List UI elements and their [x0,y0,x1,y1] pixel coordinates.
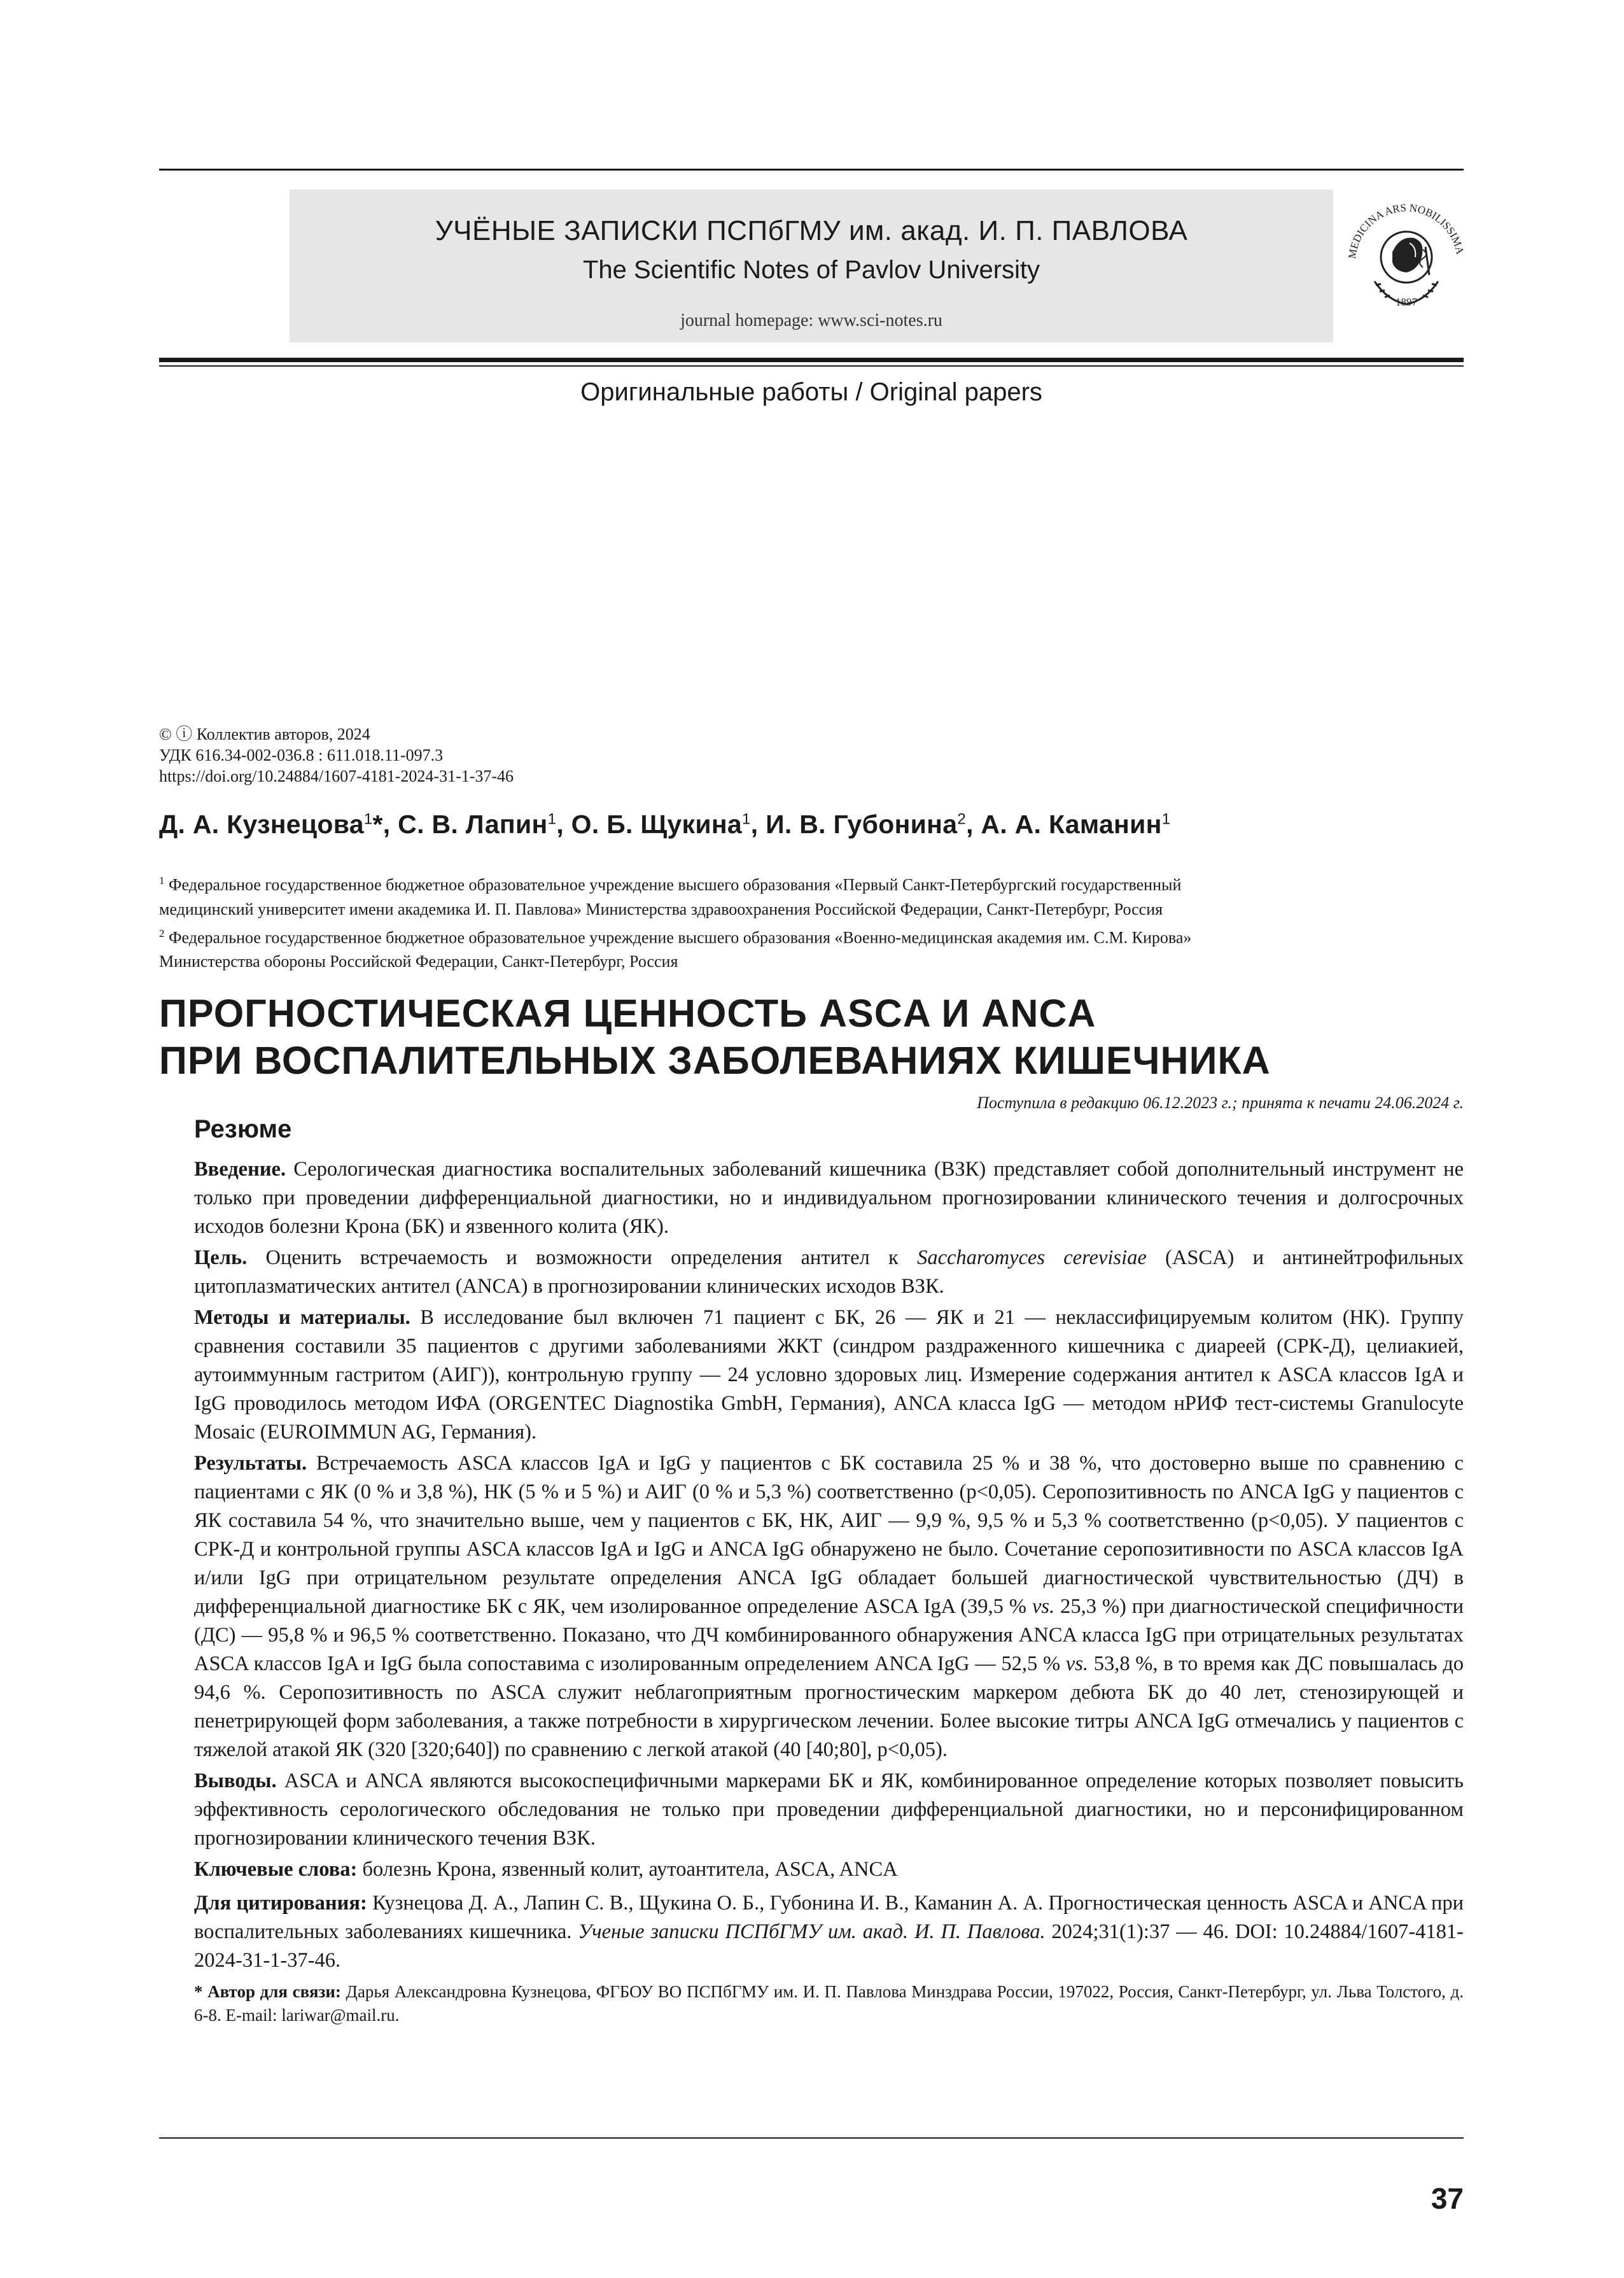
affiliations [159,869,1464,974]
affiliation-1-cont: медицинский университет имени академика И. П. Павлова» Министерства здравоохранения Российской Федерации, Санкт-Петербург, Россия [159,899,1163,918]
journal-emblem-logo [1336,186,1476,326]
abstract-results: Результаты. Встречаемость ASCA классов IgA и IgG у пациентов с БК составила 25 % и 38 %, что достоверно выше по сравнению с пациентами с ЯК (0 % и 3,8 %), НК (5 % и 5 %) и АИГ (0 % и 5,3 %) соответственно (p<0,05). Серопозитивность по ANCA IgG у пациентов с ЯК составила 54 %, что значительно выше, чем у пациентов с БК, НК, АИГ — 9,9 %, 9,5 % и 5,3 % соответственно (p<0,05). У пациентов с СРК-Д и контрольной группы ASCA классов IgA и IgG и ANCA IgG обнаружено не было. Сочетание серопозитивности по ASCA классов IgA и/или IgG при отрицательном результате определения ANCA IgG обладает большей диагностической чувствительностью (ДЧ) в дифференциальной диагностике БК с ЯК, чем изолированное определение ASCA IgA (39,5 % vs. 25,3 %) при диагностической специфичности (ДС) — 95,8 % и 96,5 % соответственно. Показано, что ДЧ комбинированного обнаружения ANCA класса IgG при отрицательных результатах ASCA классов IgA и IgG была сопоставима с изолированным определением ANCA IgG — 52,5 % vs. 53,8 %, в то время как ДС повышалась до 94,6 %. Серопозитивность по ASCA служит неблагоприятным прогностическим маркером дебюта БК до 40 лет, стенозирующей и пенетрирующей форм заболевания, а также потребности в хирургическом лечении. Более высокие титры ANCA IgG отмечались у пациентов с тяжелой атакой ЯК (320 [320;640]) по сравнению с легкой атакой (40 [40;80], p<0,05). [194,1452,1464,1761]
abstract-intro: Введение. Серологическая диагностика воспалительных заболеваний кишечника (ВЗК) представляет собой дополнительный инструмент не только при проведении дифференциальной диагностики, но и индивидуальном прогнозировании клинического течения и долгосрочных исходов болезни Крона (БК) и язвенного колита (ЯК). [194,1158,1464,1238]
footer-rule [159,2137,1464,2139]
copyright-line: © ⓘ Коллектив авторов, 2024 [159,725,370,743]
article-title-line-1: ПРОГНОСТИЧЕСКАЯ ЦЕННОСТЬ ASCA И ANCA [159,992,1096,1035]
udk-line: УДК 616.34-002-036.8 : 611.018.11-097.3 [159,746,444,764]
citation: Для цитирования: Кузнецова Д. А., Лапин С. В., Щукина О. Б., Губонина И. В., Каманин А. А. Прогностическая ценность ASCA и ANCA при воспалительных заболеваниях кишечника. Ученые записки ПСПбГМУ им. акад. И. П. Павлова. 2024;31(1):37 — 46. DOI: 10.24884/1607-4181-2024-31-1-37-46. [194,1892,1464,1972]
page-number: 37 [1431,2182,1464,2215]
author-name: С. В. Лапин [398,810,548,839]
correspondence: * Автор для связи: Дарья Александровна Кузнецова, ФГБОУ ВО ПСПбГМУ им. И. П. Павлова Минздрава России, 197022, Россия, Санкт-Петербург, ул. Льва Толстого, д. 6-8. E-mail: lariwar@mail.ru. [194,1982,1464,2025]
journal-homepage: journal homepage: www.sci-notes.ru [680,311,942,330]
affiliation-2: $^2$ Федеральное государственное бюджетное образовательное учреждение высшего образования «Военно-медицинская академия им. С.М. Кирова» [159,927,1192,947]
journal-title-en: The Scientific Notes of Pavlov University [582,256,1040,284]
author-affil-sup: 1 [547,810,557,828]
received-dates: Поступила в редакцию 06.12.2023 г.; принята к печати 24.06.2024 г. [977,1093,1464,1112]
author-list: Д. А. Кузнецова$^1$*, С. В. Лапин$^1$, О. Б. Щукина$^1$, И. В. Губонина$^2$, А. А. Каманин$^1$ [159,810,1171,839]
corresponding-mark: * [372,810,383,839]
author-affil-sup: 1 [1161,810,1171,828]
affiliation-2-cont: Министерства обороны Российской Федерации, Санкт-Петербург, Россия [159,952,678,971]
doi-link[interactable]: https://doi.org/10.24884/1607-4181-2024-31-1-37-46 [159,767,514,785]
top-rule [159,169,1464,171]
header-rule-thick [159,358,1464,362]
abstract-methods: Методы и материалы. В исследование был включен 71 пациент с БК, 26 — ЯК и 21 — неклассифицируемым колитом (НК). Группу сравнения составили 35 пациентов с другими заболеваниями ЖКТ (синдром раздраженного кишечника с диареей (СРК-Д), целиакией, аутоиммунным гастритом (АИГ)), контрольную группу — 24 условно здоровых лиц. Измерение содержания антител к ASCA классов IgA и IgG проводилось методом ИФА (ORGENTEC Diagnostika GmbH, Германия), ANCA класса IgG — методом нРИФ тест-системы Granulocyte Mosaic (EUROIMMUN AG, Германия). [194,1306,1464,1444]
article-title-line-2: ПРИ ВОСПАЛИТЕЛЬНЫХ ЗАБОЛЕВАНИЯХ КИШЕЧНИКА [159,1039,1271,1082]
author-affil-sup: 1 [742,810,751,828]
emblem-year: 1897 [1396,296,1417,308]
section-label: Оригинальные работы / Original papers [580,378,1042,406]
svg-text:MEDICINA ARS NOBILISSIMA: MEDICINA ARS NOBILISSIMA [1345,201,1467,260]
author-affil-sup: 2 [957,810,966,828]
header-rule-thin [159,365,1464,367]
affiliation-1: $^1$ Федеральное государственное бюджетное образовательное учреждение высшего образования «Первый Санкт-Петербургский государственный [159,875,1182,894]
journal-title-ru: УЧЁНЫЕ ЗАПИСКИ ПСПбГМУ им. акад. И. П. ПАВЛОВА [435,215,1188,246]
author-name: О. Б. Щукина [571,810,743,839]
author-name: Д. А. Кузнецова [159,810,364,839]
author-name: И. В. Губонина [766,810,958,839]
abstract-body [194,1155,1464,2030]
abstract-aim: Цель. Оценить встречаемость и возможности определения антител к Saccharomyces cerevisiae (ASCA) и антинейтрофильных цитоплазматических антител (ANCA) в прогнозировании клинических исходов ВЗК. [194,1246,1464,1298]
author-name: А. А. Каманин [981,810,1162,839]
resume-heading: Резюме [194,1115,292,1143]
abstract-conclusions: Выводы. ASCA и ANCA являются высокоспецифичными маркерами БК и ЯК, комбинированное определение которых позволяет повысить эффективность серологического обследования не только при проведении дифференциальной диагностики, но и персонифицированном прогнозировании клинического течения ВЗК. [194,1769,1464,1850]
author-affil-sup: 1 [363,810,373,828]
abstract-keywords: Ключевые слова: болезнь Крона, язвенный колит, аутоантитела, ASCA, ANCA [194,1858,898,1881]
article-title [159,990,1271,1084]
